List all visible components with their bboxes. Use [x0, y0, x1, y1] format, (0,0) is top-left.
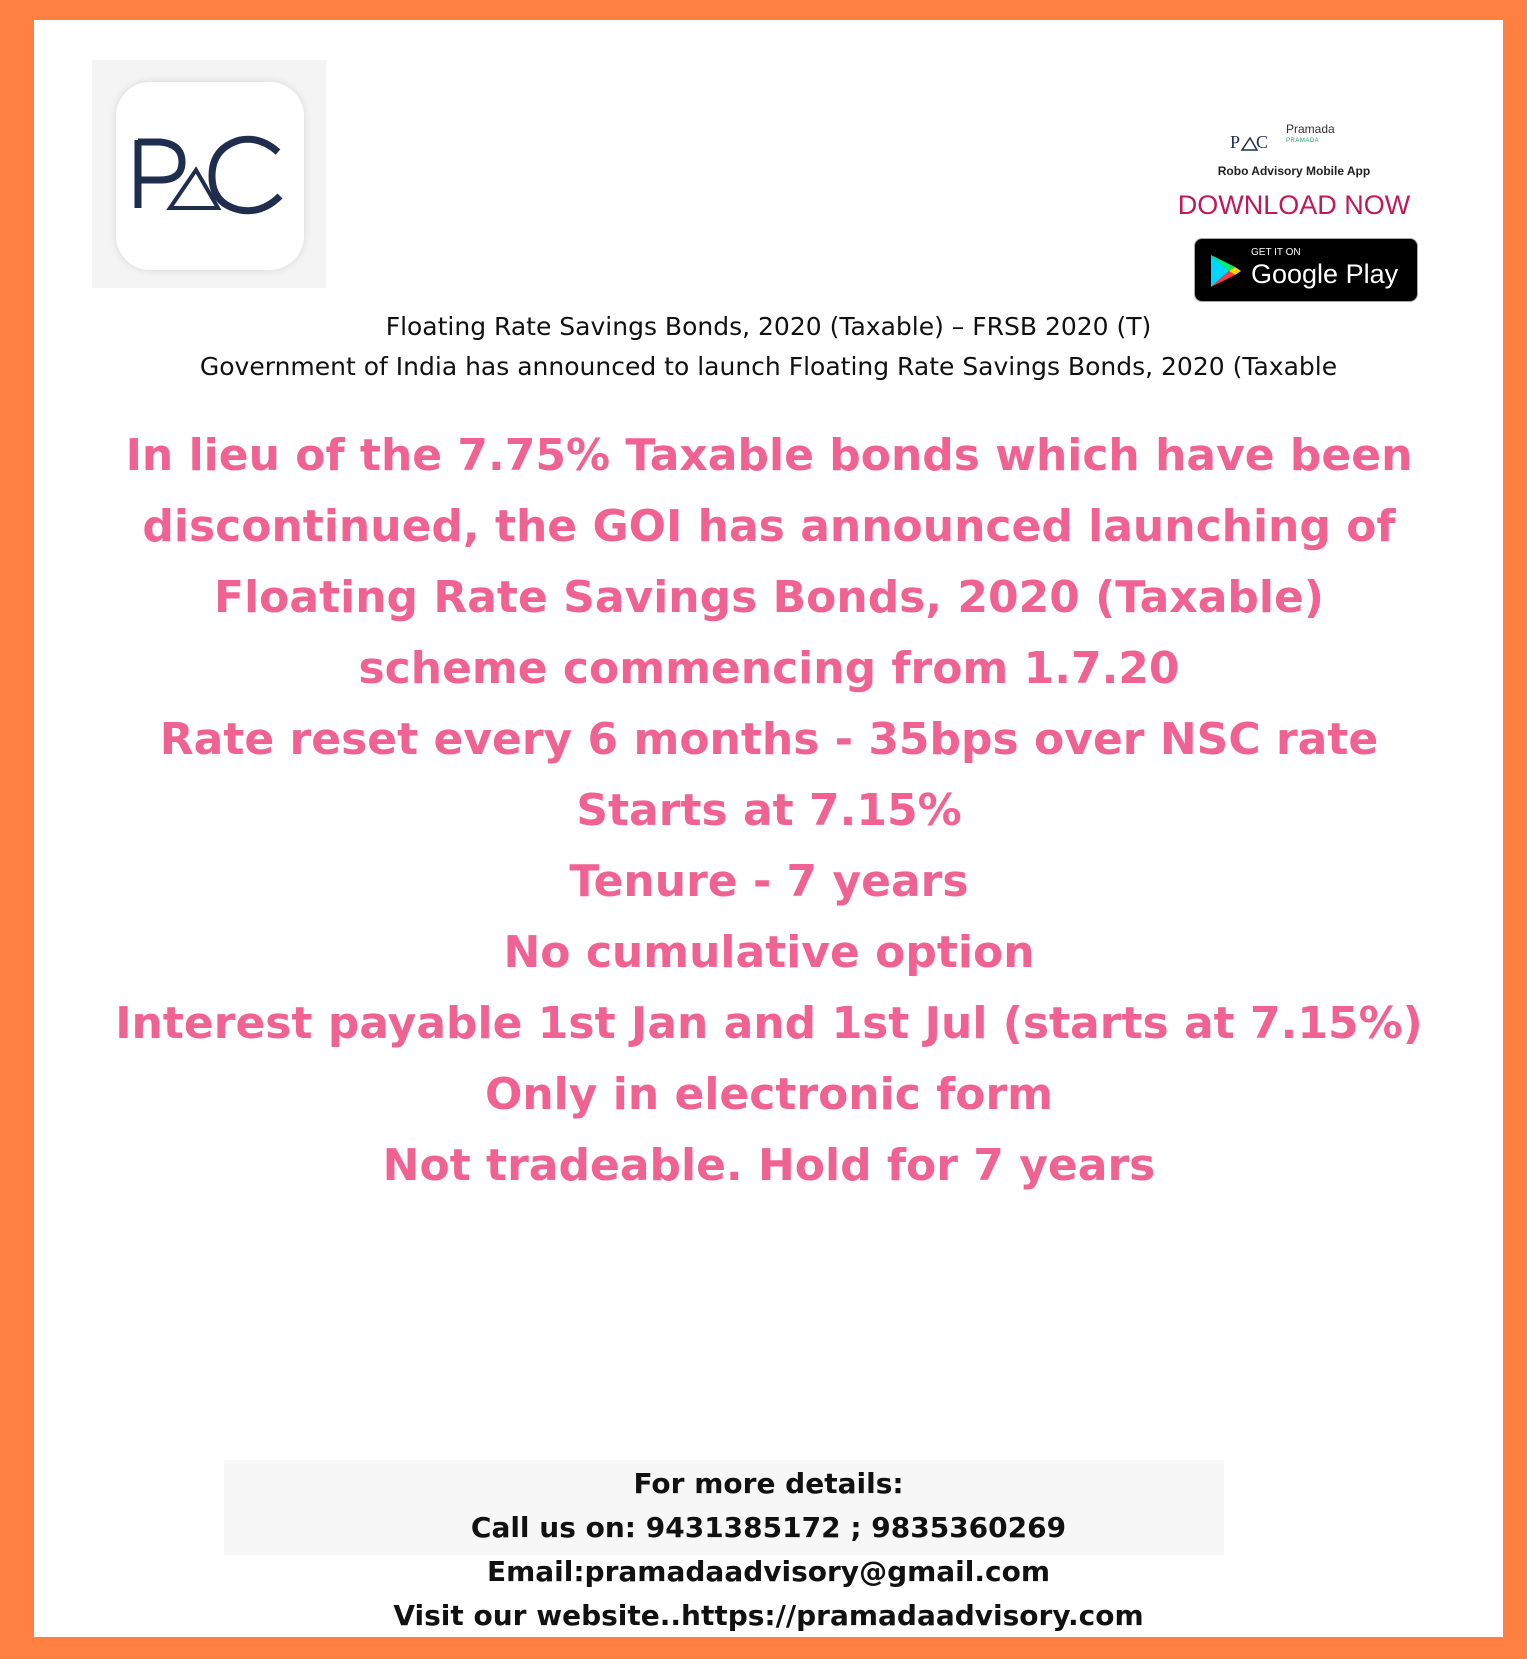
svg-text:P: P	[1230, 132, 1241, 152]
footer-website[interactable]: Visit our website..https://pramadaadvisory.com	[393, 1599, 1144, 1632]
promo-subtitle: Robo Advisory Mobile App	[1217, 164, 1371, 178]
logo-tile	[116, 82, 304, 270]
play-store-icon	[1209, 253, 1243, 289]
company-logo	[92, 60, 326, 288]
svg-text:C: C	[1256, 132, 1269, 152]
heading-title: Floating Rate Savings Bonds, 2020 (Taxable) – FRSB 2020 (T)	[385, 312, 1152, 341]
main-line-rate-reset: Rate reset every 6 months - 35bps over NSC rate	[159, 714, 1379, 765]
promo-brand-name: Pramada	[1286, 122, 1335, 136]
promo-brand-subname: PRAMADA	[1286, 138, 1320, 144]
heading-subtitle: Government of India has announced to launch Floating Rate Savings Bonds, 2020 (Taxable	[199, 352, 1338, 381]
store-name: Google Play	[1251, 259, 1399, 289]
footer-title: For more details:	[633, 1467, 904, 1500]
promo-brand	[1230, 120, 1380, 156]
main-line-cumulative: No cumulative option	[503, 927, 1035, 978]
footer-email[interactable]: Email:pramadaadvisory@gmail.com	[486, 1555, 1051, 1588]
app-promo	[1164, 120, 1424, 320]
main-line-start-rate: Starts at 7.15%	[576, 785, 962, 836]
pac-logo-icon	[130, 130, 290, 220]
pac-mini-logo-icon	[1230, 130, 1278, 154]
download-now-label[interactable]: DOWNLOAD NOW	[1177, 190, 1411, 220]
content-card	[34, 20, 1503, 1637]
main-line-interest: Interest payable 1st Jan and 1st Jul (starts at 7.15%)	[115, 998, 1423, 1049]
main-line-intro: In lieu of the 7.75% Taxable bonds which have been discontinued, the GOI has announced launching of Floating Rate Savings Bonds, 2020 (Taxable) scheme commencing from 1.7.20	[125, 430, 1413, 694]
main-line-electronic: Only in electronic form	[484, 1069, 1054, 1120]
contact-footer	[34, 1462, 1503, 1638]
main-line-tenure: Tenure - 7 years	[569, 856, 969, 907]
google-play-badge[interactable]	[1194, 238, 1418, 302]
footer-phone: Call us on: 9431385172 ; 9835360269	[470, 1511, 1067, 1544]
main-line-tradeable: Not tradeable. Hold for 7 years	[382, 1140, 1156, 1191]
store-small-text: GET IT ON	[1251, 247, 1301, 258]
main-message	[114, 420, 1424, 1201]
